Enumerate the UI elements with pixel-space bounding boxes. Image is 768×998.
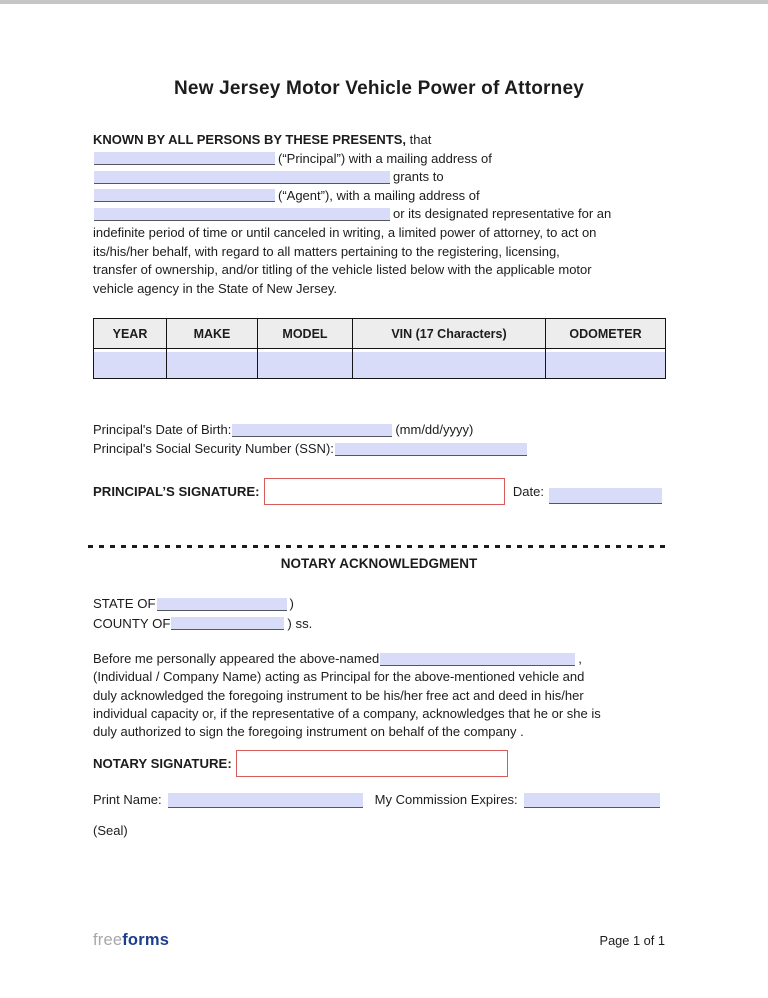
county-row [93, 614, 665, 634]
state-suffix: ) [289, 596, 294, 611]
cell-make [167, 349, 258, 379]
principal-suffix-text: (“Principal”) with a mailing address of [278, 150, 492, 166]
notary-body-line: duly authorized to sign the foregoing instrument on behalf of the company . [93, 724, 524, 740]
cell-model [258, 349, 353, 379]
header-year: YEAR [94, 319, 167, 349]
opening-tail-text: that [406, 132, 432, 147]
page-footer [93, 931, 665, 950]
header-model: MODEL [258, 319, 353, 349]
viewer-page-edge [0, 0, 768, 4]
intro-body-line: indefinite period of time or until canceled in writing, a limited power of attorney, to act on [93, 224, 597, 240]
intro-line-principal-address [93, 168, 665, 187]
vehicle-odometer-field[interactable] [546, 352, 665, 378]
county-field[interactable] [171, 617, 284, 630]
vehicle-table-wrap [93, 318, 665, 379]
page-number: Page 1 of 1 [599, 933, 665, 948]
intro-line-agent [93, 187, 665, 206]
ssn-field[interactable] [335, 443, 527, 456]
ssn-label: Principal's Social Security Number (SSN): [93, 441, 334, 456]
vehicle-make-field[interactable] [167, 352, 257, 378]
logo-free-text: free [93, 931, 123, 949]
intro-line-opening [93, 131, 665, 150]
ssn-row [93, 439, 665, 458]
signature-date-field[interactable] [549, 488, 662, 504]
dob-field[interactable] [232, 424, 392, 437]
state-row [93, 594, 665, 614]
vehicle-year-field[interactable] [94, 352, 166, 378]
principal-signature-label: PRINCIPAL’S SIGNATURE: [93, 484, 260, 499]
intro-body-line: its/his/her behalf, with regard to all matters pertaining to the registering, licensing, [93, 243, 560, 259]
notary-paragraph [93, 650, 665, 741]
commission-expires-field[interactable] [524, 793, 660, 808]
vehicle-table [93, 318, 666, 379]
cell-odometer [546, 349, 666, 379]
notary-signature-label: NOTARY SIGNATURE: [93, 756, 232, 771]
notary-heading: NOTARY ACKNOWLEDGMENT [280, 556, 478, 571]
opening-bold-text: KNOWN BY ALL PERSONS BY THESE PRESENTS, [93, 132, 407, 147]
principal-signature-field[interactable] [264, 478, 505, 505]
cell-vin [353, 349, 546, 379]
freeforms-logo [93, 931, 169, 950]
appeared-name-field[interactable] [380, 653, 575, 666]
vehicle-vin-field[interactable] [353, 352, 545, 378]
print-name-label: Print Name: [93, 792, 162, 807]
notary-body-line: individual capacity or, if the representative of a company, acknowledges that he or she is [93, 705, 601, 721]
notary-body-line: duly acknowledged the foregoing instrument to be his/her free act and deed in his/her [93, 687, 584, 703]
state-field[interactable] [157, 598, 287, 611]
dob-row [93, 420, 665, 439]
agent-name-field[interactable] [94, 189, 275, 202]
header-vin: VIN (17 Characters) [353, 319, 546, 349]
dob-hint: (mm/dd/yyyy) [395, 422, 474, 437]
state-label: STATE OF [93, 596, 156, 611]
page-title: New Jersey Motor Vehicle Power of Attorney [174, 78, 584, 99]
logo-forms-text: forms [122, 931, 170, 949]
section-divider [88, 545, 668, 548]
cell-year [94, 349, 167, 379]
notary-name-row [93, 791, 665, 808]
county-label: COUNTY OF [93, 615, 171, 631]
notary-signature-row [93, 749, 665, 777]
vehicle-table-data-row [94, 349, 666, 379]
agent-address-suffix-text: or its designated representative for an [393, 206, 612, 222]
state-county-block [93, 594, 665, 633]
vehicle-table-header-row [94, 319, 666, 349]
principal-address-field[interactable] [94, 171, 390, 184]
vehicle-model-field[interactable] [258, 352, 352, 378]
principal-details [93, 420, 665, 458]
appeared-text: Before me personally appeared the above-named [93, 651, 380, 666]
appeared-line [93, 650, 665, 668]
intro-body-line: transfer of ownership, and/or titling of the vehicle listed below with the applicable motor [93, 262, 592, 278]
notary-print-name-field[interactable] [168, 793, 363, 808]
dob-label: Principal's Date of Birth: [93, 422, 232, 437]
header-make: MAKE [167, 319, 258, 349]
intro-body-line: vehicle agency in the State of New Jersey. [93, 280, 337, 296]
notary-body-line: (Individual / Company Name) acting as Principal for the above-mentioned vehicle and [93, 669, 585, 685]
intro-line-principal [93, 150, 665, 169]
agent-address-field[interactable] [94, 208, 390, 221]
grants-to-text: grants to [393, 169, 444, 185]
commission-label: My Commission Expires: [374, 792, 518, 807]
notary-signature-field[interactable] [236, 750, 508, 777]
date-label: Date: [512, 484, 544, 499]
intro-line-agent-address [93, 205, 665, 224]
appeared-suffix: , [578, 651, 582, 666]
intro-paragraph [93, 131, 665, 298]
header-odometer: ODOMETER [546, 319, 666, 349]
principal-signature-row [93, 477, 665, 505]
seal-label: (Seal) [93, 823, 128, 838]
agent-suffix-text: (“Agent”), with a mailing address of [278, 187, 480, 203]
principal-name-field[interactable] [94, 152, 275, 165]
county-suffix: ) ss. [287, 615, 313, 631]
